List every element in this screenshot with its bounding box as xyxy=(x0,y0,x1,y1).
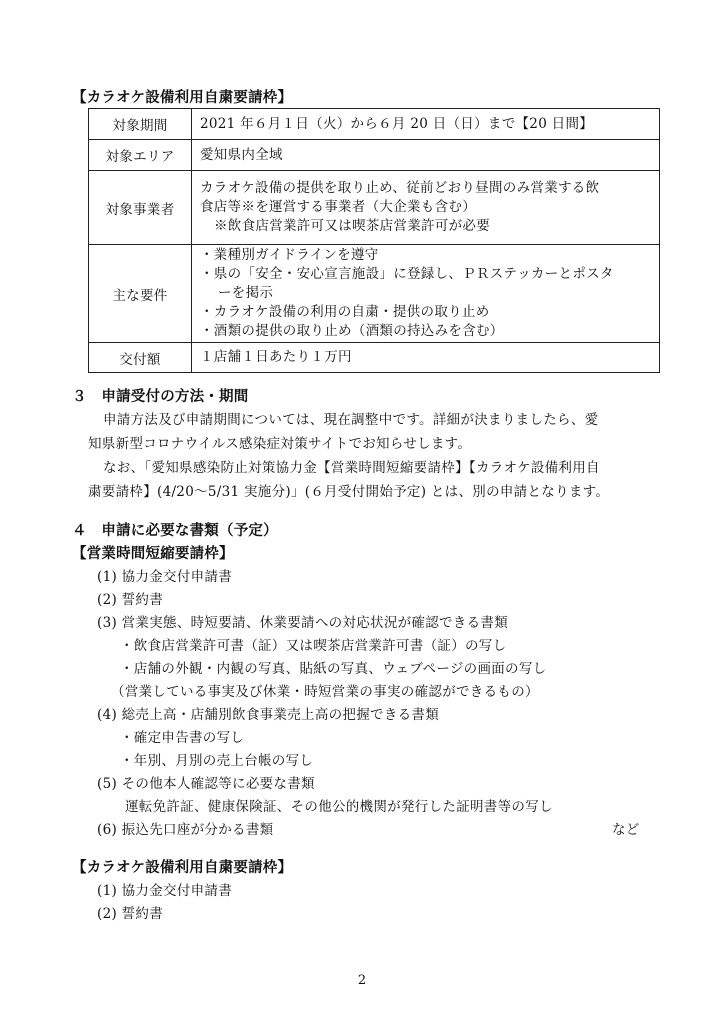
paragraph-line: なお、「愛知県感染防止対策協力金【営業時間短縮要請枠】【カラオケ設備利用自 xyxy=(103,460,600,476)
section-4-title: ４ 申請に必要な書類（予定） xyxy=(72,523,278,539)
subheading-karaoke: 【カラオケ設備利用自粛要請枠】 xyxy=(72,860,293,876)
cell-line: 愛知県内全域 xyxy=(200,146,283,163)
row-value xyxy=(192,245,660,343)
cell-line: カラオケ設備の提供を取り止め、従前どおり昼間のみ営業する飲 xyxy=(200,180,600,196)
list-item: ・店舗の外観・内観の写真、貼紙の写真、ウェブページの画面の写し xyxy=(120,661,547,677)
row-value xyxy=(192,171,660,245)
table-row xyxy=(89,245,660,343)
paragraph-line: 粛要請枠】(4/20～5/31 実施分)」(６月受付開始予定) とは、別の申請となります。 xyxy=(88,484,610,500)
row-value xyxy=(192,343,660,373)
row-value xyxy=(192,140,660,171)
table-row xyxy=(89,109,660,140)
table-row xyxy=(89,140,660,171)
paragraph-line: 知県新型コロナウイルス感染症対策サイトでお知らせします。 xyxy=(88,436,472,452)
page-number: 2 xyxy=(357,973,367,988)
list-item: (5) その他本人確認等に必要な書類 xyxy=(97,776,315,792)
row-label: 対象期間 xyxy=(89,109,192,140)
cell-line: ーを掲示 xyxy=(218,285,274,301)
row-label: 対象エリア xyxy=(89,140,192,171)
row-label: 対象事業者 xyxy=(89,171,192,245)
etc-label: など xyxy=(612,822,640,838)
list-item: (1) 協力金交付申請書 xyxy=(97,569,233,585)
table-row xyxy=(89,171,660,245)
cell-line: １店舗１日あたり１万円 xyxy=(200,349,352,365)
row-label: 主な要件 xyxy=(89,245,192,343)
requirements-table xyxy=(88,108,660,373)
list-item: (2) 誓約書 xyxy=(97,592,164,608)
cell-line: ・酒類の提供の取り止め（酒類の持込みを含む） xyxy=(200,323,504,339)
list-item: ・飲食店営業許可書（証）又は喫茶店営業許可書（証）の写し xyxy=(120,638,507,654)
list-item: （営業している事実及び休業・時短営業の事実の確認ができるもの） xyxy=(111,684,539,700)
list-item: (4) 総売上高・店舗別飲食事業売上高の把握できる書類 xyxy=(97,707,440,723)
list-item: (1) 協力金交付申請書 xyxy=(97,883,233,899)
subheading-hours: 【営業時間短縮要請枠】 xyxy=(72,546,234,562)
list-item: ・確定申告書の写し xyxy=(120,730,245,746)
cell-line: ・業種別ガイドラインを遵守 xyxy=(200,247,379,263)
cell-line: ・カラオケ設備の利用の自粛・提供の取り止め xyxy=(200,304,490,320)
list-item: ・年別、月別の売上台帳の写し xyxy=(120,753,314,769)
list-item: 運転免許証、健康保険証、その他公的機関が発行した証明書等の写し xyxy=(125,799,553,815)
table-row xyxy=(89,343,660,373)
row-value xyxy=(192,109,660,140)
list-item: (6) 振込先口座が分かる書類 xyxy=(97,822,274,838)
list-item: (3) 営業実態、時短要請、休業要請への対応状況が確認できる書類 xyxy=(97,615,509,631)
karaoke-section-heading: 【カラオケ設備利用自粛要請枠】 xyxy=(72,90,293,106)
section-3-title: ３ 申請受付の方法・期間 xyxy=(72,389,249,405)
paragraph-line: 申請方法及び申請期間については、現在調整中です。詳細が決まりましたら、愛 xyxy=(103,412,599,428)
cell-note: ※飲食店営業許可又は喫茶店営業許可が必要 xyxy=(214,218,490,234)
cell-line: ・県の「安全・安心宣言施設」に登録し、ＰＲステッカーとポスタ xyxy=(200,266,614,282)
list-item: (2) 誓約書 xyxy=(97,906,164,922)
row-label: 交付額 xyxy=(89,343,192,373)
cell-line: 食店等※を運営する事業者（大企業も含む） xyxy=(200,199,476,215)
cell-line: 2021 年６月１日（火）から６月 20 日（日）まで【20 日間】 xyxy=(200,115,594,132)
